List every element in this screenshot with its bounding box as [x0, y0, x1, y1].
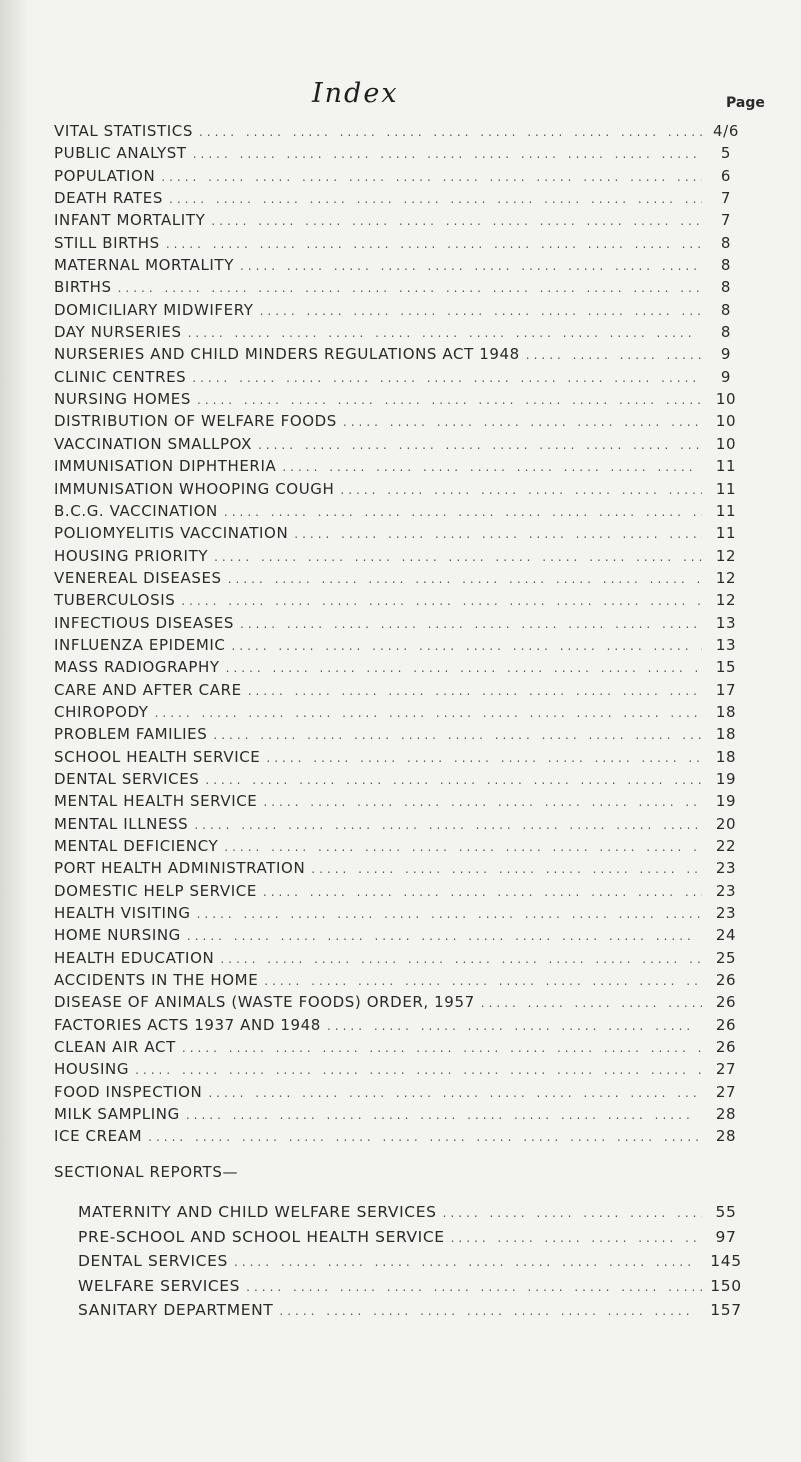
entry-label: DENTAL SERVICES — [54, 769, 200, 788]
entry-page-number: 7 — [720, 189, 732, 208]
index-entry — [54, 209, 744, 231]
dot-leader — [282, 456, 702, 478]
entry-label: HOME NURSING — [54, 926, 181, 945]
entry-page-number: 55 — [715, 1203, 737, 1221]
dot-leader — [264, 970, 702, 992]
index-entry — [78, 1200, 744, 1225]
index-entry — [54, 835, 744, 857]
index-entry — [78, 1298, 744, 1323]
index-entry — [54, 768, 744, 790]
index-entry — [54, 232, 744, 254]
dot-leader — [258, 434, 702, 456]
index-entry — [54, 433, 744, 455]
dot-leader — [166, 233, 702, 255]
dot-leader — [263, 881, 702, 903]
index-entry — [54, 969, 744, 991]
index-entry — [54, 478, 744, 500]
entry-label: STILL BIRTHS — [54, 233, 160, 252]
index-title: Index — [312, 78, 399, 109]
entry-label: IMMUNISATION DIPHTHERIA — [54, 457, 277, 476]
entry-page-number: 8 — [720, 256, 732, 275]
entry-page-number: 26 — [715, 1015, 737, 1034]
entry-page-number: 13 — [715, 635, 737, 654]
entry-page-number: 5 — [720, 144, 732, 163]
entry-label: CLEAN AIR ACT — [54, 1038, 176, 1057]
entry-label: DEATH RATES — [54, 189, 164, 208]
entry-page-number: 9 — [720, 345, 732, 364]
dot-leader — [194, 814, 702, 836]
entry-page-number: 8 — [720, 300, 732, 319]
dot-leader — [260, 300, 702, 322]
dot-leader — [224, 501, 702, 523]
index-entry — [54, 924, 744, 946]
entry-label: HOUSING PRIORITY — [54, 546, 209, 565]
index-entry — [54, 880, 744, 902]
dot-leader — [213, 724, 702, 746]
entry-label: VACCINATION SMALLPOX — [54, 434, 252, 453]
entry-page-number: 8 — [720, 323, 732, 342]
entry-label: TUBERCULOSIS — [54, 591, 176, 610]
entry-page-number: 97 — [715, 1227, 737, 1246]
index-entry — [54, 857, 744, 879]
dot-leader — [224, 836, 702, 858]
entry-label: NURSERIES AND CHILD MINDERS REGULATIONS ACT 1948 — [54, 345, 520, 364]
entry-label: IMMUNISATION WHOOPING COUGH — [54, 479, 335, 498]
entry-label: HEALTH EDUCATION — [54, 948, 215, 967]
dot-leader — [240, 613, 702, 635]
entry-page-number: 27 — [715, 1060, 737, 1079]
entry-label: PROBLEM FAMILIES — [54, 725, 208, 744]
index-entry — [54, 612, 744, 634]
dot-leader — [182, 1037, 702, 1059]
entry-page-number: 9 — [720, 367, 732, 386]
entry-label: DISEASE OF ANIMALS (WASTE FOODS) ORDER, 1957 — [54, 993, 475, 1012]
entry-label: SANITARY DEPARTMENT — [78, 1301, 274, 1319]
page-column-header: Page — [726, 95, 765, 111]
dot-leader — [148, 1126, 702, 1148]
dot-leader — [294, 523, 702, 545]
index-entry — [54, 813, 744, 835]
entry-page-number: 23 — [715, 904, 737, 923]
entry-label: DISTRIBUTION OF WELFARE FOODS — [54, 412, 337, 431]
dot-leader — [220, 948, 702, 970]
entry-page-number: 11 — [715, 457, 737, 476]
entry-label: MATERNAL MORTALITY — [54, 256, 234, 275]
entry-label: HOUSING — [54, 1060, 130, 1079]
entry-page-number: 15 — [715, 658, 737, 677]
dot-leader — [240, 255, 702, 277]
dot-leader — [199, 121, 702, 143]
dot-leader — [155, 702, 702, 724]
entry-page-number: 145 — [710, 1252, 742, 1270]
entry-label: DOMESTIC HELP SERVICE — [54, 881, 257, 900]
dot-leader — [451, 1226, 702, 1251]
sectional-reports-heading: SECTIONAL REPORTS— — [54, 1163, 239, 1181]
entry-page-number: 22 — [715, 837, 737, 855]
index-entry — [54, 790, 744, 812]
index-entry — [54, 1036, 744, 1058]
entry-page-number: 157 — [710, 1301, 742, 1319]
index-entry — [54, 1103, 744, 1125]
entry-label: ICE CREAM — [54, 1127, 143, 1146]
sectional-reports-list — [78, 1200, 744, 1323]
entry-page-number: 13 — [715, 613, 737, 632]
entry-page-number: 6 — [720, 166, 732, 185]
entry-label: FACTORIES ACTS 1937 AND 1948 — [54, 1015, 321, 1034]
dot-leader — [161, 166, 702, 188]
dot-leader — [311, 858, 702, 880]
entry-page-number: 27 — [715, 1082, 737, 1101]
index-entry — [54, 343, 744, 365]
index-entry — [54, 388, 744, 410]
index-entry — [78, 1274, 744, 1299]
entry-page-number: 18 — [715, 702, 737, 721]
index-entry — [54, 589, 744, 611]
dot-leader — [188, 322, 702, 344]
entry-label: MILK SAMPLING — [54, 1105, 180, 1124]
entry-page-number: 20 — [715, 814, 737, 833]
entry-page-number: 28 — [715, 1105, 737, 1124]
dot-leader — [193, 143, 702, 165]
entry-page-number: 19 — [715, 769, 737, 788]
dot-leader — [205, 769, 702, 791]
entry-label: MENTAL ILLNESS — [54, 814, 189, 833]
entry-page-number: 26 — [715, 971, 737, 990]
entry-page-number: 12 — [715, 568, 737, 587]
index-entry — [54, 902, 744, 924]
page-edge-shadow — [0, 0, 30, 1462]
entry-page-number: 23 — [715, 859, 737, 878]
entry-label: INFECTIOUS DISEASES — [54, 613, 235, 632]
dot-leader — [231, 635, 702, 657]
entry-label: DOMICILIARY MIDWIFERY — [54, 300, 254, 319]
entry-page-number: 11 — [715, 479, 737, 498]
index-entry — [54, 723, 744, 745]
dot-leader — [169, 188, 702, 210]
index-entry — [54, 500, 744, 522]
index-entry — [54, 455, 744, 477]
entry-label: DAY NURSERIES — [54, 323, 182, 342]
entry-page-number: 25 — [715, 948, 737, 967]
entry-label: INFANT MORTALITY — [54, 211, 206, 230]
index-entry — [54, 366, 744, 388]
entry-page-number: 19 — [715, 792, 737, 811]
dot-leader — [263, 791, 702, 813]
entry-page-number: 7 — [720, 211, 732, 230]
dot-leader — [214, 546, 702, 568]
dot-leader — [443, 1201, 702, 1226]
entry-page-number: 11 — [715, 524, 737, 543]
entry-label: MENTAL HEALTH SERVICE — [54, 792, 258, 811]
entry-page-number: 18 — [715, 747, 737, 766]
index-entry — [78, 1225, 744, 1250]
entry-page-number: 18 — [715, 725, 737, 744]
dot-leader — [192, 367, 702, 389]
entry-label: WELFARE SERVICES — [78, 1276, 241, 1295]
entry-label: MATERNITY AND CHILD WELFARE SERVICES — [78, 1203, 437, 1221]
entry-page-number: 28 — [715, 1127, 737, 1146]
index-entry — [54, 567, 744, 589]
index-entry — [54, 410, 744, 432]
entry-label: POLIOMYELITIS VACCINATION — [54, 524, 289, 543]
dot-leader — [279, 1299, 702, 1324]
dot-leader — [481, 992, 702, 1014]
entry-page-number: 12 — [715, 546, 737, 565]
index-entry — [54, 701, 744, 723]
dot-leader — [186, 1104, 702, 1126]
dot-leader — [226, 657, 702, 679]
index-entry — [54, 142, 744, 164]
entry-page-number: 8 — [720, 233, 732, 252]
dot-leader — [211, 210, 702, 232]
index-entry — [54, 947, 744, 969]
index-entry — [54, 991, 744, 1013]
index-entry — [54, 276, 744, 298]
index-entry — [54, 299, 744, 321]
entry-page-number: 10 — [715, 412, 737, 431]
entry-page-number: 10 — [715, 434, 737, 453]
index-entry — [54, 545, 744, 567]
entry-label: INFLUENZA EPIDEMIC — [54, 635, 226, 654]
index-entry — [54, 1014, 744, 1036]
entry-label: MASS RADIOGRAPHY — [54, 658, 220, 677]
dot-leader — [181, 590, 702, 612]
entry-label: CLINIC CENTRES — [54, 367, 187, 386]
entry-page-number: 4/6 — [713, 122, 739, 140]
dot-leader — [246, 1275, 702, 1300]
index-entry — [78, 1249, 744, 1274]
entry-label: VENEREAL DISEASES — [54, 568, 222, 587]
entry-label: HEALTH VISITING — [54, 904, 191, 923]
index-entries-list — [54, 120, 744, 1148]
entry-label: PRE-SCHOOL AND SCHOOL HEALTH SERVICE — [78, 1227, 445, 1246]
index-entry — [54, 746, 744, 768]
entry-label: POPULATION — [54, 166, 156, 185]
entry-page-number: 11 — [715, 501, 737, 520]
index-entry — [54, 165, 744, 187]
dot-leader — [248, 680, 702, 702]
dot-leader — [343, 411, 702, 433]
dot-leader — [208, 1082, 702, 1104]
entry-label: B.C.G. VACCINATION — [54, 501, 218, 520]
dot-leader — [234, 1250, 702, 1275]
dot-leader — [197, 903, 702, 925]
index-entry — [54, 679, 744, 701]
entry-label: MENTAL DEFICIENCY — [54, 837, 219, 855]
index-entry — [54, 1081, 744, 1103]
entry-label: ACCIDENTS IN THE HOME — [54, 971, 259, 990]
dot-leader — [327, 1015, 702, 1037]
dot-leader — [228, 568, 702, 590]
index-entry — [54, 321, 744, 343]
entry-page-number: 10 — [715, 390, 737, 409]
entry-label: PUBLIC ANALYST — [54, 144, 187, 163]
entry-label: BIRTHS — [54, 278, 112, 297]
dot-leader — [187, 925, 702, 947]
index-entry — [54, 522, 744, 544]
index-entry — [54, 634, 744, 656]
dot-leader — [197, 389, 702, 411]
entry-label: PORT HEALTH ADMINISTRATION — [54, 859, 306, 878]
entry-page-number: 12 — [715, 591, 737, 610]
entry-label: NURSING HOMES — [54, 390, 192, 409]
entry-label: VITAL STATISTICS — [54, 122, 193, 140]
entry-page-number: 17 — [715, 680, 737, 699]
index-entry — [54, 187, 744, 209]
index-entry — [54, 1058, 744, 1080]
dot-leader — [118, 277, 702, 299]
entry-label: SCHOOL HEALTH SERVICE — [54, 747, 261, 766]
index-entry — [54, 656, 744, 678]
entry-page-number: 8 — [720, 278, 732, 297]
entry-label: DENTAL SERVICES — [78, 1252, 228, 1270]
index-entry — [54, 254, 744, 276]
dot-leader — [135, 1059, 702, 1081]
dot-leader — [526, 344, 702, 366]
entry-label: CHIROPODY — [54, 702, 149, 721]
entry-page-number: 24 — [715, 926, 737, 945]
index-entry — [54, 1125, 744, 1147]
entry-label: FOOD INSPECTION — [54, 1082, 203, 1101]
dot-leader — [340, 479, 702, 501]
entry-page-number: 26 — [715, 993, 737, 1012]
dot-leader — [266, 747, 702, 769]
index-entry — [54, 120, 744, 142]
entry-page-number: 150 — [710, 1276, 742, 1295]
entry-page-number: 26 — [715, 1038, 737, 1057]
entry-page-number: 23 — [715, 881, 737, 900]
entry-label: CARE AND AFTER CARE — [54, 680, 242, 699]
